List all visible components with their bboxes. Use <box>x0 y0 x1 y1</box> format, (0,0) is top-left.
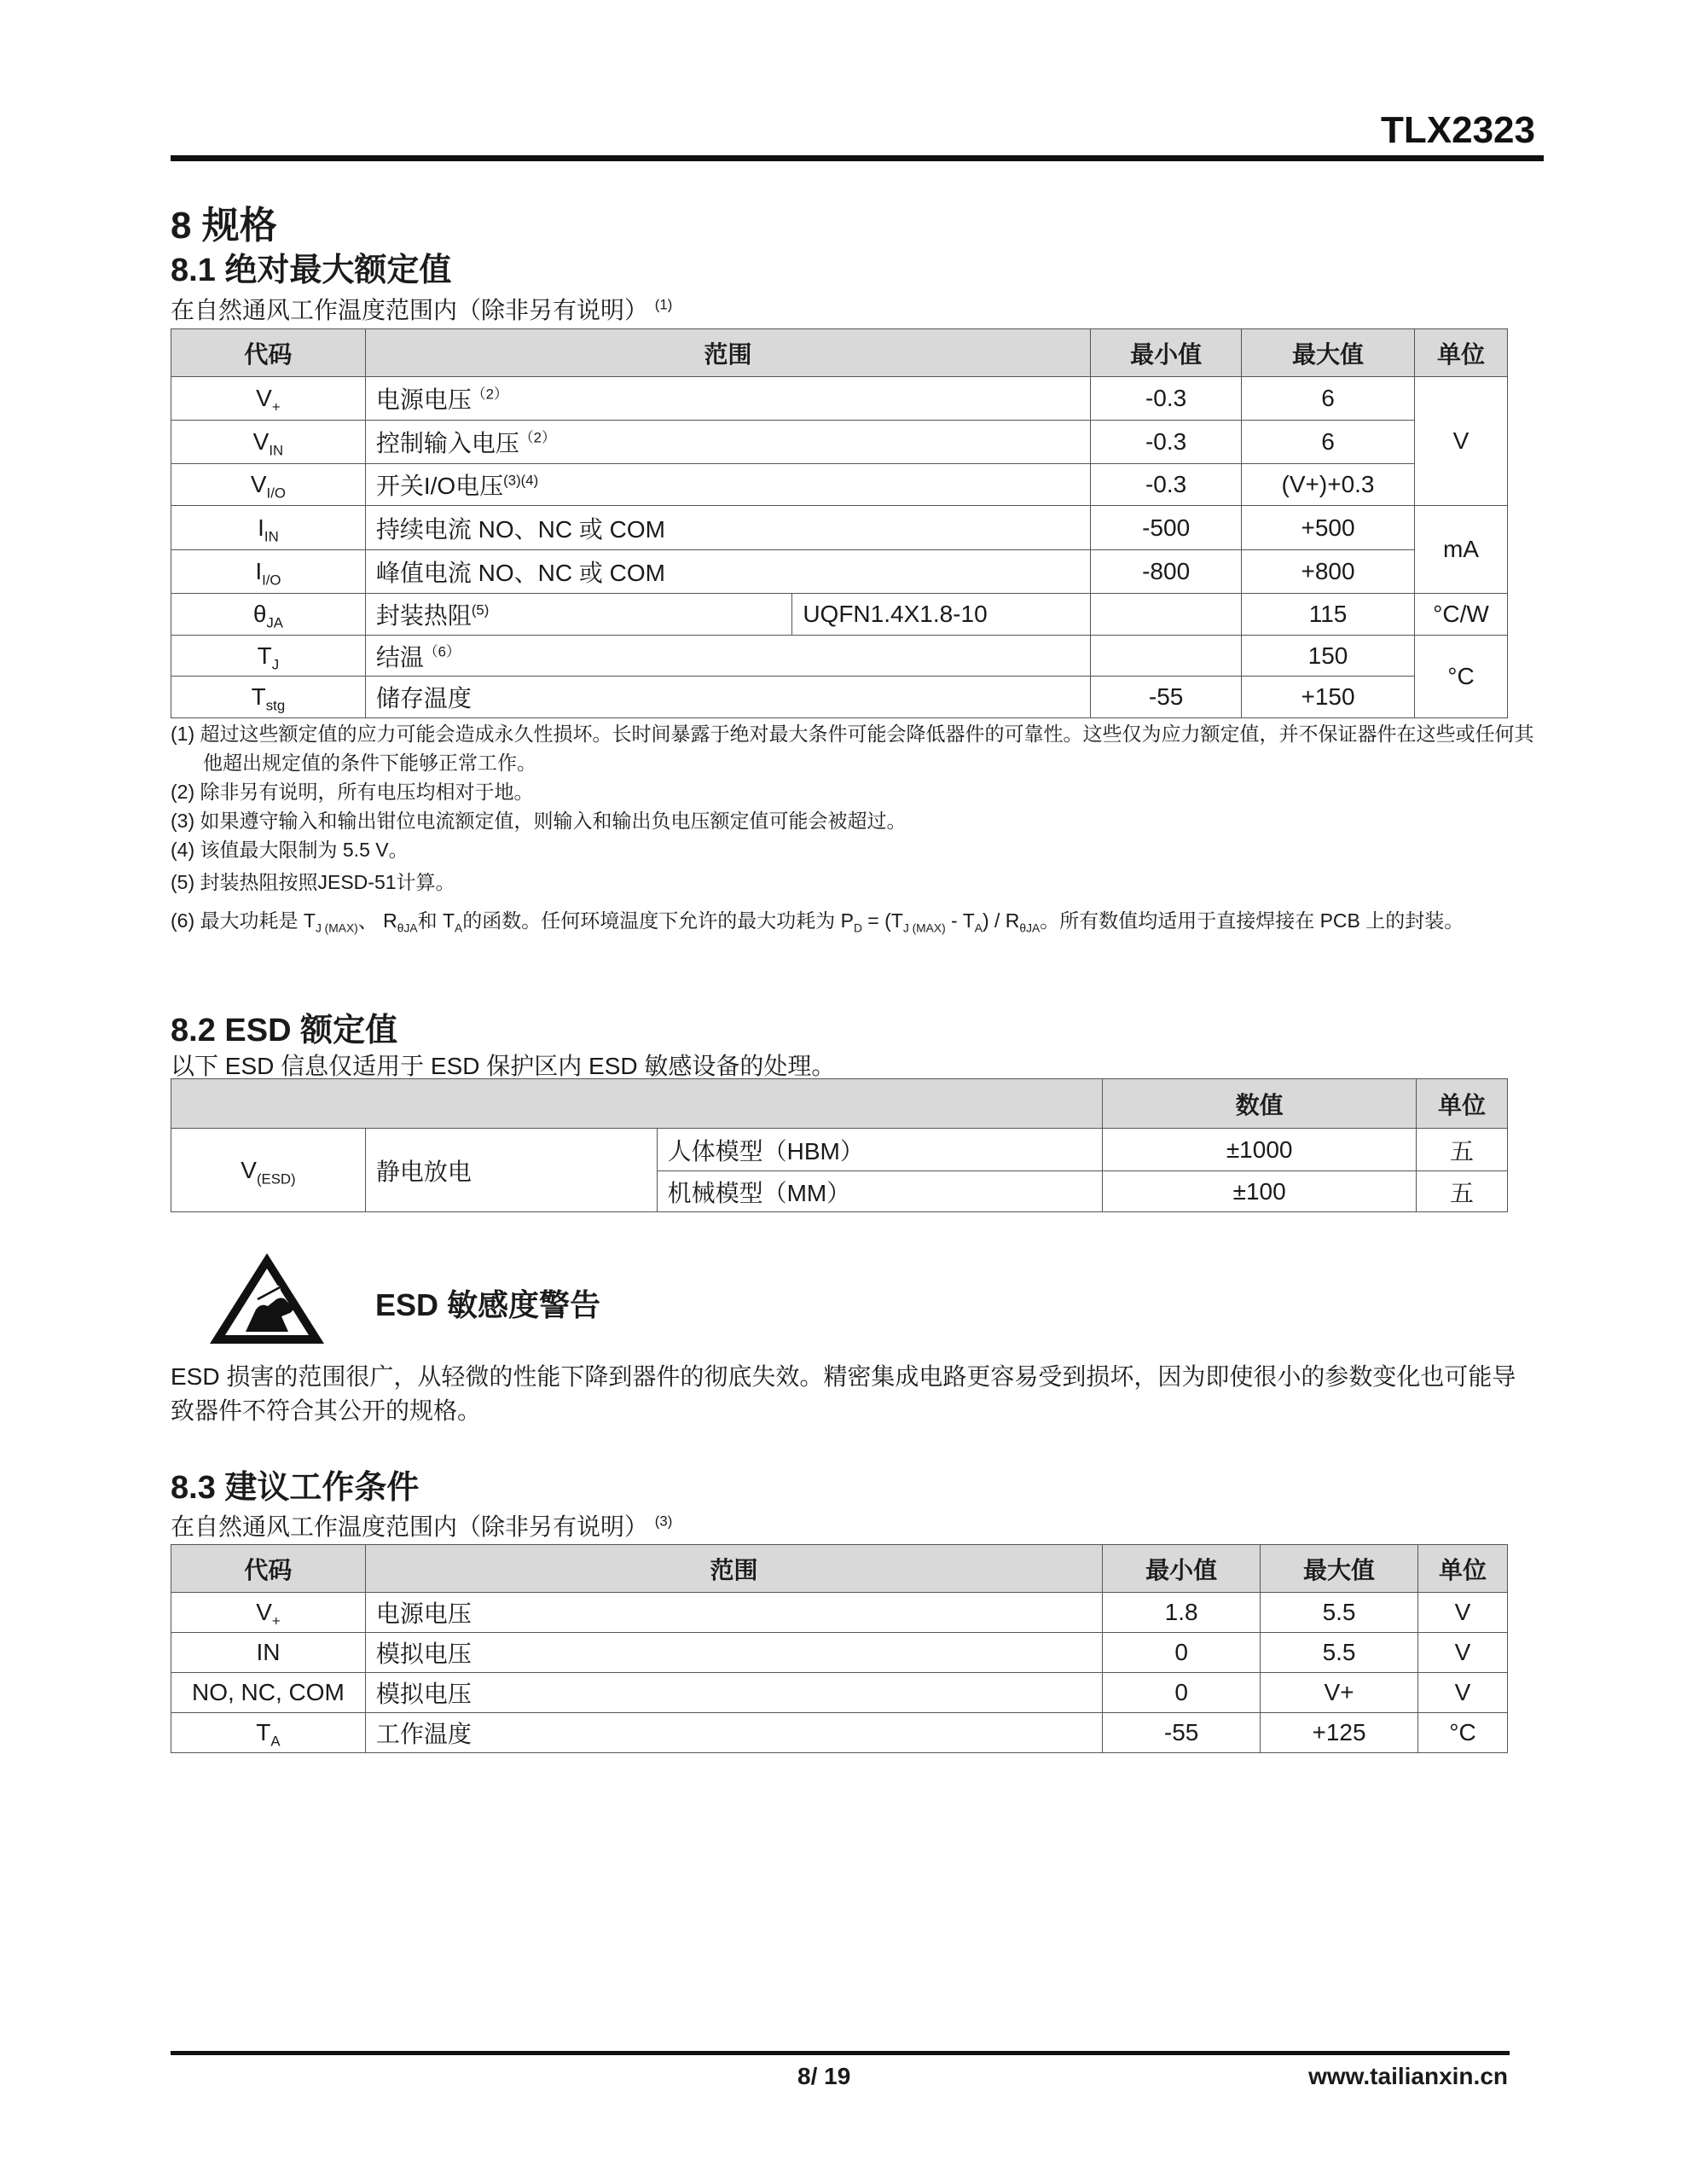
max-cell: 6 <box>1242 377 1415 421</box>
esd-warning-title: ESD 敏感度警告 <box>375 1287 601 1322</box>
header-rule <box>171 155 1544 161</box>
symbol-cell: $V_{I/O}$ <box>171 464 366 506</box>
min-cell: -0.3 <box>1091 464 1242 506</box>
symbol-cell: $V_{(ESD)}$ <box>171 1129 366 1212</box>
table-row <box>171 464 1508 506</box>
max-cell: 115 <box>1242 594 1415 636</box>
unit-cell: °C <box>1414 636 1507 718</box>
desc-cell: 电源电压 <box>365 1593 1102 1633</box>
max-cell: +150 <box>1242 677 1415 718</box>
symbol-cell: $\theta_{JA}$ <box>171 594 366 636</box>
package-cell: UQFN1.4X1.8-10 <box>792 594 1091 636</box>
table-row <box>171 636 1508 677</box>
max-cell: +500 <box>1242 506 1415 550</box>
desc-cell: 持续电流 NO、NC 或 COM <box>365 506 1090 550</box>
table-row <box>171 421 1508 464</box>
min-cell: -500 <box>1091 506 1242 550</box>
footnote: (2) 除非另有说明，所有电压均相对于地。 <box>171 781 534 803</box>
header-unit: 单位 <box>1418 1545 1508 1593</box>
unit-cell: °C/W <box>1414 594 1507 636</box>
symbol-cell: $T_A$ <box>171 1713 366 1753</box>
table-row <box>171 677 1508 718</box>
desc-cell: 峰值电流 NO、NC 或 COM <box>365 550 1090 594</box>
table-row <box>171 1593 1508 1633</box>
min-cell: 0 <box>1103 1633 1261 1673</box>
desc-cell: 电源电压$^{(2)}$ <box>365 377 1090 421</box>
max-cell: (V+)+0.3 <box>1242 464 1415 506</box>
footer-rule <box>171 2051 1510 2055</box>
symbol-cell: IN <box>171 1633 366 1673</box>
subsection-heading-8-3: 8.3 建议工作条件 <box>171 1470 420 1506</box>
desc-cell: 储存温度 <box>365 677 1090 718</box>
table-row <box>171 377 1508 421</box>
section-heading: 8 规格 <box>171 205 277 247</box>
unit-cell: 五 <box>1417 1129 1508 1171</box>
symbol-cell: $I_{IN}$ <box>171 506 366 550</box>
table-caption-8-2: 以下 ESD 信息仅适用于 ESD 保护区内 ESD 敏感设备的处理。 <box>171 1053 836 1079</box>
max-cell: 5.5 <box>1261 1593 1418 1633</box>
unit-cell: V <box>1418 1593 1508 1633</box>
website-link[interactable]: www.tailianxin.cn <box>1308 2063 1508 2089</box>
unit-cell: V <box>1418 1633 1508 1673</box>
document-title: TLX2323 <box>1381 109 1535 151</box>
table-row <box>171 506 1508 550</box>
table-caption-8-1: 在自然通风工作温度范围内（除非另有说明） $^{(1)}$ <box>171 296 673 323</box>
min-cell: 0 <box>1103 1673 1261 1713</box>
symbol-cell: $V_{IN}$ <box>171 421 366 464</box>
desc-cell: 开关I/O电压$^{(3)(4)}$ <box>365 464 1090 506</box>
esd-ratings-table <box>171 1078 1508 1212</box>
header-min: 最小值 <box>1091 329 1242 377</box>
min-cell: -55 <box>1103 1713 1261 1753</box>
min-cell: -0.3 <box>1091 377 1242 421</box>
table-header-row <box>171 329 1508 377</box>
model-cell: 人体模型（HBM） <box>657 1129 1103 1171</box>
table-header-row <box>171 1545 1508 1593</box>
unit-cell: 五 <box>1417 1171 1508 1212</box>
table-caption-8-3: 在自然通风工作温度范围内（除非另有说明） $^{(3)}$ <box>171 1513 673 1540</box>
table-row <box>171 1633 1508 1673</box>
min-cell <box>1091 594 1242 636</box>
desc-cell: 模拟电压 <box>365 1633 1102 1673</box>
unit-cell: V <box>1418 1673 1508 1713</box>
subsection-heading-8-1: 8.1 绝对最大额定值 <box>171 253 452 288</box>
footnote: (5) 封装热阻按照JESD-51计算。 <box>171 871 455 893</box>
symbol-cell: $I_{I/O}$ <box>171 550 366 594</box>
desc-cell: 静电放电 <box>365 1129 657 1212</box>
min-cell: -0.3 <box>1091 421 1242 464</box>
footnote-6: (6) 最大功耗是 $T_{J (MAX)}$、 $R_{\theta JA}$和 $T_A$的函数。任何环境温度下允许的最大功耗为 $P_D = (T_{J (MAX)} - T_A) / R_{\theta JA}$。所有数值均适用于直接焊接在 PCB 上的封装。 <box>171 909 1464 935</box>
min-cell: -55 <box>1091 677 1242 718</box>
header-blank <box>171 1079 1103 1129</box>
unit-cell: mA <box>1414 506 1507 594</box>
header-max: 最大值 <box>1261 1545 1418 1593</box>
table-row <box>171 1713 1508 1753</box>
max-cell: +125 <box>1261 1713 1418 1753</box>
desc-cell: 控制输入电压$^{(2)}$ <box>365 421 1090 464</box>
table-row <box>171 1673 1508 1713</box>
footnote: (3) 如果遵守输入和输出钳位电流额定值，则输入和输出负电压额定值可能会被超过。 <box>171 810 907 832</box>
symbol-cell: $T_J$ <box>171 636 366 677</box>
desc-cell: 模拟电压 <box>365 1673 1102 1713</box>
header-range: 范围 <box>365 329 1090 377</box>
esd-warning-icon <box>206 1250 328 1347</box>
symbol-cell: $V_+$ <box>171 1593 366 1633</box>
header-code: 代码 <box>171 329 366 377</box>
header-unit: 单位 <box>1417 1079 1508 1129</box>
unit-cell: °C <box>1418 1713 1508 1753</box>
header-unit: 单位 <box>1414 329 1507 377</box>
esd-warning-text: ESD 损害的范围很广，从轻微的性能下降到器件的彻底失效。精密集成电路更容易受到损坏，因为即使很小的参数变化也可能导致器件不符合其公开的规格。 <box>171 1363 1516 1424</box>
symbol-cell: $T_{stg}$ <box>171 677 366 718</box>
min-cell: -800 <box>1091 550 1242 594</box>
header-range: 范围 <box>365 1545 1102 1593</box>
max-cell: 5.5 <box>1261 1633 1418 1673</box>
recommended-operating-table <box>171 1544 1508 1753</box>
unit-cell: V <box>1414 377 1507 506</box>
desc-cell: 工作温度 <box>365 1713 1102 1753</box>
max-cell: V+ <box>1261 1673 1418 1713</box>
symbol-cell: NO, NC, COM <box>171 1673 366 1713</box>
header-code: 代码 <box>171 1545 366 1593</box>
max-cell: 150 <box>1242 636 1415 677</box>
max-cell: 6 <box>1242 421 1415 464</box>
min-cell: 1.8 <box>1103 1593 1261 1633</box>
table-header-row <box>171 1079 1508 1129</box>
header-value: 数值 <box>1103 1079 1417 1129</box>
subsection-heading-8-2: 8.2 ESD 额定值 <box>171 1013 398 1048</box>
absolute-max-ratings-table <box>171 328 1508 718</box>
min-cell <box>1091 636 1242 677</box>
value-cell: ±100 <box>1103 1171 1417 1212</box>
value-cell: ±1000 <box>1103 1129 1417 1171</box>
table-row <box>171 550 1508 594</box>
desc-cell: 结温$^{(6)}$ <box>365 636 1090 677</box>
symbol-cell: $V_+$ <box>171 377 366 421</box>
desc-cell: 封装热阻$^{(5)}$ <box>365 594 792 636</box>
footnote: (4) 该值最大限制为 5.5 V。 <box>171 839 409 861</box>
table-row <box>171 1129 1508 1171</box>
footnote: (1) 超过这些额定值的应力可能会造成永久性损坏。长时间暴露于绝对最大条件可能会降低器件的可靠性。这些仅为应力额定值，并不保证器件在这些或任何其他超出规定值的条件下能够正常工作。 <box>171 723 1534 774</box>
header-max: 最大值 <box>1242 329 1415 377</box>
max-cell: +800 <box>1242 550 1415 594</box>
footnotes-8-1 <box>171 719 1539 939</box>
table-row <box>171 594 1508 636</box>
model-cell: 机械模型（MM） <box>657 1171 1103 1212</box>
page-number: 8/ 19 <box>797 2063 851 2089</box>
header-min: 最小值 <box>1103 1545 1261 1593</box>
